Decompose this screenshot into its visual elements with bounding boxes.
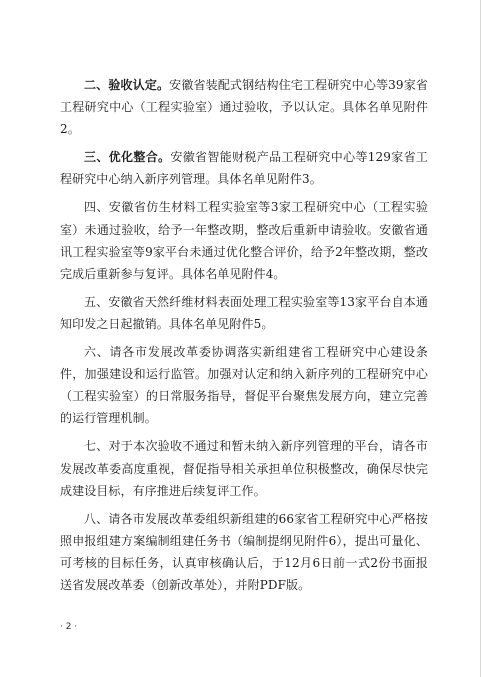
- paragraph-item-8: [60, 508, 428, 596]
- paragraph-text: 安徽省智能财税产品工程研究中心等129家省工程研究中心纳入新序列管理。具体名单见附件3。: [60, 150, 429, 187]
- paragraph-text: 四、安徽省仿生材料工程实验室等3家工程研究中心（工程实验室）未通过验收，给予一年整改期，整改后重新申请验收。安徽省通讯工程实验室等9家平台未通过优化整合评价，给予2年整改期，整改完成后重新参与复评。具体名单见附件4。: [60, 200, 428, 281]
- paragraph-optimization: [60, 146, 428, 190]
- paragraph-text: 八、请各市发展改革委组织新组建的66家省工程研究中心严格按照申报组建方案编制组建任务书（编制提纲见附件6），提出可量化、可考核的目标任务，认真审核确认后，于12月6日前一式2份书面报送省发展改革委（创新改革处），并附PDF版。: [60, 511, 428, 592]
- paragraph-item-5: [60, 291, 428, 335]
- paragraph-acceptance: [60, 74, 428, 140]
- paragraph-text: 六、请各市发展改革委协调落实新组建省工程研究中心建设条件，加强建设和运行监管。加强对认定和纳入新序列的工程研究中心（工程实验室）的日常服务指导，督促平台聚焦发展方向，建立完善的运行管理机制。: [60, 345, 428, 426]
- body-text: [60, 74, 428, 602]
- paragraph-heading: 二、验收认定。: [84, 78, 170, 92]
- paragraph-text: 安徽省装配式钢结构住宅工程研究中心等39家省工程研究中心（工程实验室）通过验收，予以认定。具体名单见附件2。: [60, 78, 428, 137]
- paragraph-item-4: [60, 196, 428, 284]
- paragraph-heading: 三、优化整合。: [84, 150, 171, 165]
- paragraph-text: 七、对于本次验收不通过和暂未纳入新序列管理的平台，请各市发展改革委高度重视，督促指导相关承担单位积极整改，确保尽快完成建设目标，有序推进后续复评工作。: [60, 439, 428, 498]
- paragraph-text: 五、安徽省天然纤维材料表面处理工程实验室等13家平台自本通知印发之日起撤销。具体名单见附件5。: [60, 294, 428, 331]
- page-number: · 2 ·: [60, 622, 78, 632]
- paragraph-item-6: [60, 341, 428, 429]
- paragraph-item-7: [60, 435, 428, 501]
